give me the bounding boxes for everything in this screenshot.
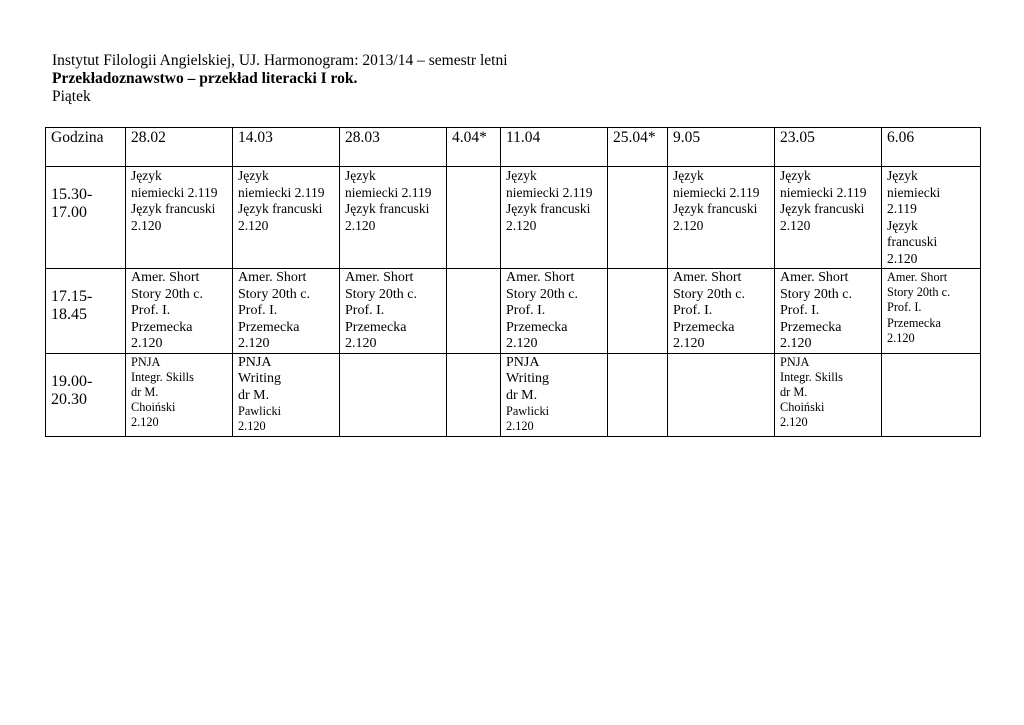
cell-text: Story 20th c. [887, 285, 951, 300]
cell-text: 2.120 [238, 217, 269, 233]
cell-text: PNJA [131, 354, 161, 369]
cell-text: Przemecka [887, 315, 941, 330]
cell-text: Pawlicki [238, 404, 282, 418]
weekday-label: Piątek [52, 88, 91, 105]
cell-text: 2.120 [506, 217, 537, 233]
schedule-cell [608, 353, 668, 436]
schedule-table [45, 127, 981, 437]
schedule-cell [775, 353, 882, 436]
column-header-date: 11.04 [501, 128, 608, 167]
schedule-cell [340, 269, 447, 354]
schedule-cell [126, 167, 233, 269]
column-header-date: 4.04* [447, 128, 501, 167]
cell-text: Story 20th c. [345, 286, 417, 302]
cell-text: Amer. Short [506, 270, 575, 285]
cell-text: Prof. I. [673, 303, 713, 318]
cell-text: 2.120 [506, 419, 534, 434]
schedule-cell [126, 353, 233, 436]
document-header [52, 52, 508, 106]
cell-text: PNJA [238, 354, 272, 370]
schedule-cell [233, 167, 340, 269]
cell-text: Język [780, 168, 811, 183]
schedule-cell [668, 167, 775, 269]
schedule-cell [501, 167, 608, 269]
schedule-cell [775, 269, 882, 354]
schedule-cell [882, 353, 981, 436]
cell-text: 2.120 [238, 336, 270, 351]
cell-text: Story 20th c. [238, 286, 310, 302]
cell-text: Prof. I. [887, 300, 922, 315]
column-header-date: 28.03 [340, 128, 447, 167]
cell-text: Integr. Skills [131, 369, 194, 384]
schedule-cell [447, 167, 501, 269]
schedule-cell [668, 353, 775, 436]
table-row [46, 353, 981, 436]
cell-text: Prof. I. [506, 303, 546, 318]
time-slot-label: 19.00- 20.30 [51, 372, 93, 408]
schedule-cell [447, 353, 501, 436]
cell-text: Przemecka [345, 319, 407, 335]
cell-text: niemiecki 2.119 [238, 184, 325, 200]
schedule-cell [340, 167, 447, 269]
column-header-date: 25.04* [608, 128, 668, 167]
schedule-cell [775, 167, 882, 269]
schedule-cell [233, 269, 340, 354]
column-header-time: Godzina [46, 128, 126, 167]
cell-text: Język [887, 217, 918, 233]
cell-text: Amer. Short [887, 270, 948, 284]
schedule-cell [608, 269, 668, 354]
time-slot-label: 15.30- 17.00 [51, 186, 93, 221]
cell-text: Język francuski [238, 201, 323, 217]
cell-text: Język [131, 168, 162, 183]
cell-text: Język francuski [673, 201, 758, 217]
cell-text: Writing [506, 371, 549, 386]
time-slot [46, 269, 126, 354]
schedule-cell [233, 353, 340, 436]
cell-text: Pawlicki [506, 404, 550, 418]
cell-text: Przemecka [780, 319, 842, 335]
table-row [46, 269, 981, 354]
cell-text: Język [887, 168, 918, 183]
cell-text: niemiecki [887, 184, 941, 200]
cell-text: 2.120 [345, 336, 377, 351]
schedule-cell [501, 353, 608, 436]
cell-text: Prof. I. [780, 303, 820, 318]
cell-text: Choiński [780, 400, 825, 415]
schedule-cell [447, 269, 501, 354]
column-header-date: 28.02 [126, 128, 233, 167]
cell-text: Writing [238, 371, 281, 386]
cell-text: Prof. I. [131, 303, 171, 318]
cell-text: dr M. [780, 384, 808, 399]
cell-text: dr M. [506, 387, 538, 403]
time-slot [46, 167, 126, 269]
cell-text: 2.120 [345, 217, 376, 233]
cell-text: Amer. Short [780, 270, 849, 285]
cell-text: 2.120 [238, 419, 266, 434]
cell-text: Język francuski [131, 201, 216, 217]
time-slot [46, 353, 126, 436]
cell-text: Amer. Short [673, 270, 742, 285]
cell-text: 2.120 [673, 217, 704, 233]
cell-text: 2.120 [506, 336, 538, 351]
cell-text: niemiecki 2.119 [506, 184, 593, 200]
cell-text: Język [506, 168, 537, 183]
column-header-date: 14.03 [233, 128, 340, 167]
cell-text: Język francuski [506, 201, 591, 217]
institute-title: Instytut Filologii Angielskiej, UJ. Harmonogram: 2013/14 – semestr letni [52, 52, 508, 69]
header-row [46, 128, 981, 167]
cell-text: Amer. Short [238, 270, 307, 285]
cell-text: 2.119 [887, 201, 917, 217]
cell-text: Story 20th c. [780, 286, 852, 302]
cell-text: Prof. I. [345, 303, 385, 318]
cell-text: Amer. Short [345, 270, 414, 285]
schedule-cell [340, 353, 447, 436]
cell-text: 2.120 [780, 336, 812, 351]
cell-text: niemiecki 2.119 [131, 184, 218, 200]
cell-text: Integr. Skills [780, 369, 843, 384]
schedule-cell [882, 167, 981, 269]
cell-text: Przemecka [131, 319, 193, 335]
cell-text: 2.120 [131, 217, 162, 233]
column-header-date: 23.05 [775, 128, 882, 167]
cell-text: 2.120 [780, 415, 808, 430]
cell-text: Język [345, 168, 376, 183]
cell-text: 2.120 [131, 336, 163, 351]
cell-text: Prof. I. [238, 303, 278, 318]
cell-text: Język francuski [780, 201, 865, 217]
program-title: Przekładoznawstwo – przekład literacki I rok. [52, 70, 358, 87]
schedule-cell [126, 269, 233, 354]
cell-text: 2.120 [887, 330, 915, 345]
cell-text: Przemecka [506, 319, 568, 335]
time-slot-label: 17.15- 18.45 [51, 288, 93, 323]
cell-text: Język [673, 168, 704, 183]
cell-text: Język [238, 168, 269, 183]
cell-text: Story 20th c. [131, 286, 203, 302]
cell-text: PNJA [506, 354, 540, 370]
schedule-cell [608, 167, 668, 269]
schedule-cell [882, 269, 981, 354]
cell-text: Story 20th c. [506, 286, 578, 302]
cell-text: Amer. Short [131, 270, 200, 285]
column-header-date: 9.05 [668, 128, 775, 167]
cell-text: 2.120 [887, 250, 918, 266]
schedule-cell [668, 269, 775, 354]
cell-text: niemiecki 2.119 [345, 184, 432, 200]
cell-text: niemiecki 2.119 [673, 184, 760, 200]
cell-text: PNJA [780, 354, 810, 369]
cell-text: dr M. [238, 387, 270, 403]
cell-text: Przemecka [673, 319, 735, 335]
cell-text: Język francuski [345, 201, 430, 217]
cell-text: Choiński [131, 400, 176, 415]
column-header-date: 6.06 [882, 128, 981, 167]
table-row [46, 167, 981, 269]
schedule-cell [501, 269, 608, 354]
cell-text: dr M. [131, 384, 159, 399]
cell-text: Przemecka [238, 319, 300, 335]
cell-text: Story 20th c. [673, 286, 745, 302]
cell-text: francuski [887, 234, 938, 250]
cell-text: 2.120 [673, 336, 705, 351]
cell-text: 2.120 [780, 217, 811, 233]
cell-text: 2.120 [131, 415, 159, 430]
cell-text: niemiecki 2.119 [780, 184, 867, 200]
